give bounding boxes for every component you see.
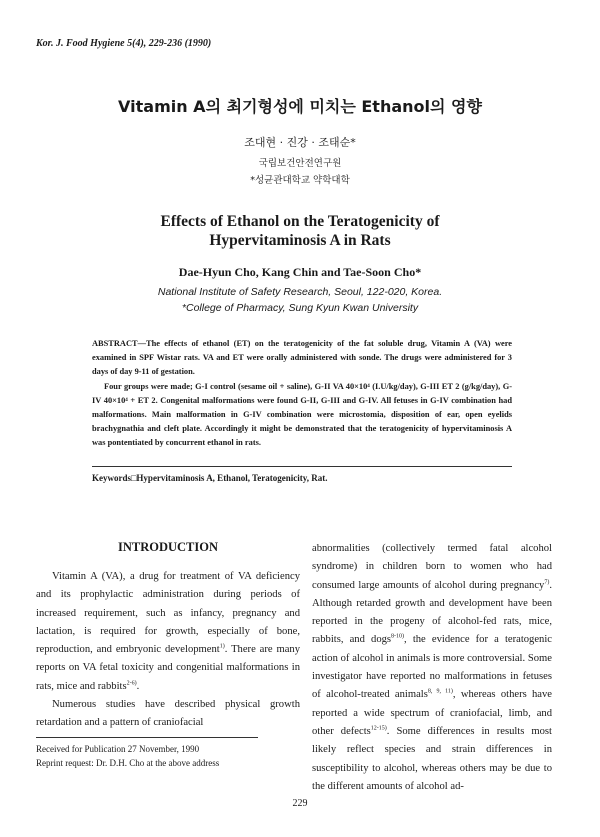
korean-authors: 조대현 · 진강 · 조태순* bbox=[244, 136, 356, 149]
received-date: Received for Publication 27 November, 1990 bbox=[36, 744, 200, 754]
korean-affiliation-2: *성균관대학교 약학대학 bbox=[250, 175, 350, 186]
footnote-divider bbox=[36, 737, 258, 738]
abstract-paragraph-2: Four groups were made; G-I control (sesame oil + saline), G-II VA 40×10⁴ (I.U/kg/day), G-III ET 2 (g/kg/day), G-IV 40×10⁴ + ET 2. Congenital malformations were found G-II, G-III and G-IV. All fetuses in G-IV combination had malformations. Main malformation in G-IV combination were microstomia, disposition of ear, open eyelids brachygnathia and cleft plate. Accordingly it might be demonstrated that the teratogenicity of hypervitaminosis A was pontentiated by concurrent ethanol in rats. bbox=[92, 381, 512, 448]
english-title-line-2: Hypervitaminosis A in Rats bbox=[209, 232, 391, 249]
left-column bbox=[36, 538, 300, 733]
abstract-paragraph-1: ABSTRACT—The effects of ethanol (ET) on the teratogenicity of the fat soluble drug, Vitamin A (VA) were examined in SPF Wistar rats. VA and ET were orally administered with sonde. The drugs were administered for 3 days of day 9-11 of gestation. bbox=[92, 339, 512, 377]
page-number: 229 bbox=[292, 798, 308, 809]
intro-paragraph-2: Numerous studies have described physical growth retardation and a pattern of craniofacial bbox=[36, 699, 300, 729]
korean-title: Vitamin A의 최기형성에 미치는 Ethanol의 영향 bbox=[118, 97, 482, 116]
english-title bbox=[0, 212, 600, 250]
intro-paragraph-1: Vitamin A (VA), a drug for treatment of VA deficiency and its prophylactic administration during periods of increased requirement, such as infancy, pregnancy and lactation, is required for growth, especially of bone, reproduction, and embryonic development$^{1)}$. There are many reports on VA fetal toxicity and congenitial malformations in rats, mice and rabbits$^{2-6)}$. bbox=[36, 571, 300, 692]
korean-affiliation-1: 국립보건안전연구원 bbox=[258, 158, 342, 169]
english-title-line-1: Effects of Ethanol on the Teratogenicity of bbox=[160, 213, 440, 230]
keywords: Keywords□Hypervitaminosis A, Ethanol, Teratogenicity, Rat. bbox=[92, 473, 328, 483]
right-column bbox=[312, 540, 552, 796]
introduction-heading: INTRODUCTION bbox=[117, 540, 218, 554]
english-authors: Dae-Hyun Cho, Kang Chin and Tae-Soon Cho* bbox=[178, 265, 422, 279]
reprint-request: Reprint request: Dr. D.H. Cho at the above address bbox=[36, 758, 220, 768]
english-affiliation-1: National Institute of Safety Research, Seoul, 122-020, Korea. bbox=[157, 286, 443, 298]
abstract bbox=[92, 337, 512, 451]
footnote bbox=[36, 742, 300, 770]
journal-reference: Kor. J. Food Hygiene 5(4), 229-236 (1990) bbox=[36, 38, 212, 49]
abstract-divider bbox=[92, 466, 512, 467]
english-affiliation-2: *College of Pharmacy, Sung Kyun Kwan University bbox=[181, 302, 419, 314]
intro-paragraph-3: abnormalities (collectively termed fatal alcohol syndrome) in children born to women who had consumed large amounts of alcohol during pregnancy$^{7)}$. Although retarded growth and development have been reported in the progeny of alcohol-fed rats, mice, rabbits, and dogs$^{8-10)}$, the evidence for a teratogenic action of alcohol in animals is more controversial. Some investigator have reported no malformations in fetuses of alcohol-treated animals$^{8, 9, 11)}$, whereas others have reported a wide spectrum of craniofacial, limb, and other defects$^{12-15)}$. Some differences in results most likely reflect species and strain differences in susceptibility to alcohol, whereas others may be due to the different amounts of alcohol ad- bbox=[312, 543, 553, 792]
